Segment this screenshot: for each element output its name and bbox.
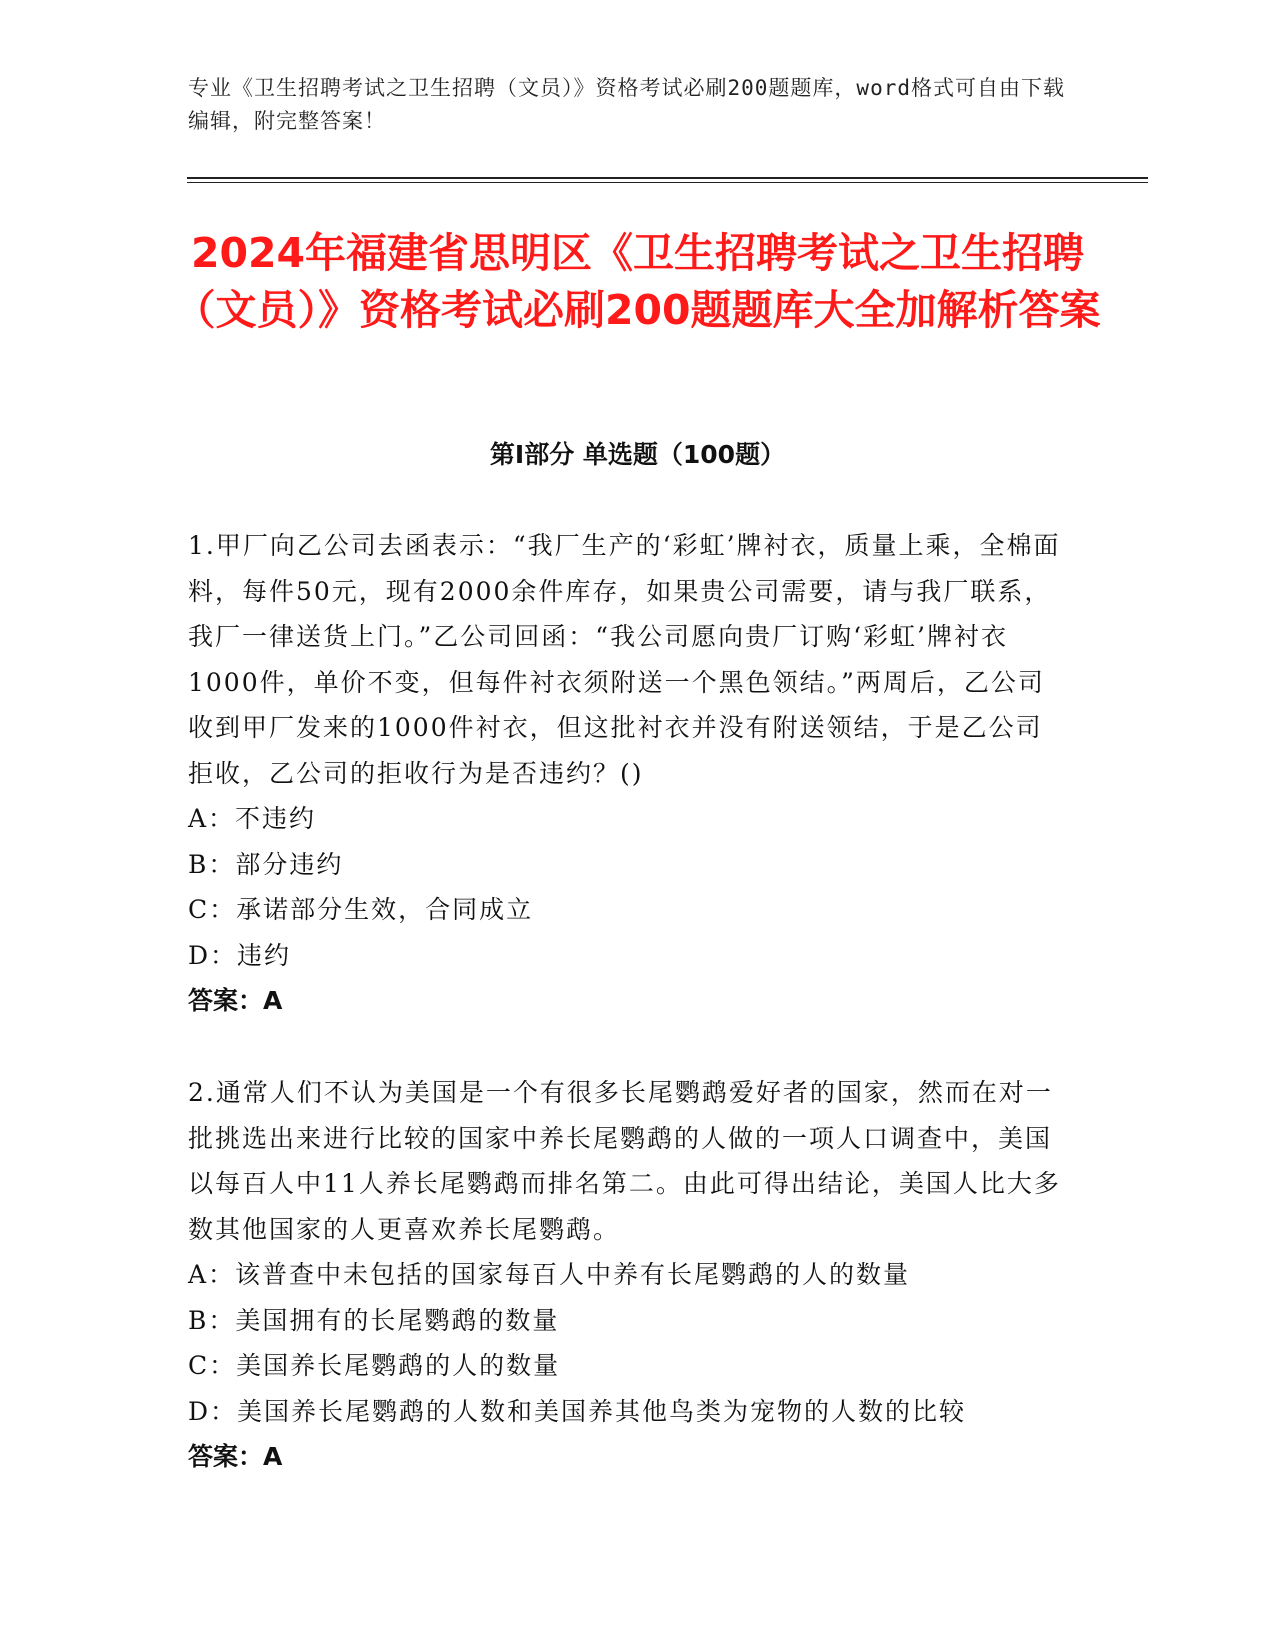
option-d: D：违约 <box>188 940 292 970</box>
question-1 <box>188 523 1068 1024</box>
option-a: A：该普查中未包括的国家每百人中养有长尾鹦鹉的人的数量 <box>188 1260 911 1289</box>
document-title: 2024年福建省思明区《卫生招聘考试之卫生招聘（文员）》资格考试必刷200题题库大全加解析答案 <box>174 229 1101 334</box>
option-a: A：不违约 <box>188 804 317 833</box>
question-2 <box>188 1070 1068 1480</box>
header-note: 专业《卫生招聘考试之卫生招聘（文员）》资格考试必刷200题题库，word格式可自由下载编辑，附完整答案！ <box>188 76 1065 133</box>
section-heading: 第Ⅰ部分 单选题（100题） <box>489 440 786 469</box>
question-stem: 1.甲厂向乙公司去函表示：“我厂生产的‘彩虹’牌衬衣，质量上乘，全棉面料，每件50元，现有2000余件库存，如果贵公司需要，请与我厂联系，我厂一律送货上门。”乙公司回函：“我公司愿向贵厂订购‘彩虹’牌衬衣1000件，单价不变，但每件衬衣须附送一个黑色领结。”两周后，乙公司收到甲厂发来的1000件衬衣，但这批衬衣并没有附送领结，于是乙公司拒收，乙公司的拒收行为是否违约？() <box>188 531 1061 788</box>
header-divider-thin <box>187 182 1148 183</box>
header-divider-thick <box>187 177 1148 179</box>
option-b: B：美国拥有的长尾鹦鹉的数量 <box>188 1305 560 1335</box>
option-d: D：美国养长尾鹦鹉的人数和美国养其他鸟类为宠物的人数的比较 <box>188 1396 967 1426</box>
option-c: C：美国养长尾鹦鹉的人的数量 <box>188 1351 561 1380</box>
question-stem: 2.通常人们不认为美国是一个有很多长尾鹦鹉爱好者的国家，然而在对一批挑选出来进行比较的国家中养长尾鹦鹉的人做的一项人口调查中，美国以每百人中11人养长尾鹦鹉而排名第二。由此可得出结论，美国人比大多数其他国家的人更喜欢养长尾鹦鹉。 <box>188 1078 1061 1244</box>
answer-line: 答案：A <box>188 986 283 1015</box>
option-c: C：承诺部分生效，合同成立 <box>188 895 534 924</box>
answer-line: 答案：A <box>188 1442 283 1471</box>
option-b: B：部分违约 <box>188 849 344 879</box>
